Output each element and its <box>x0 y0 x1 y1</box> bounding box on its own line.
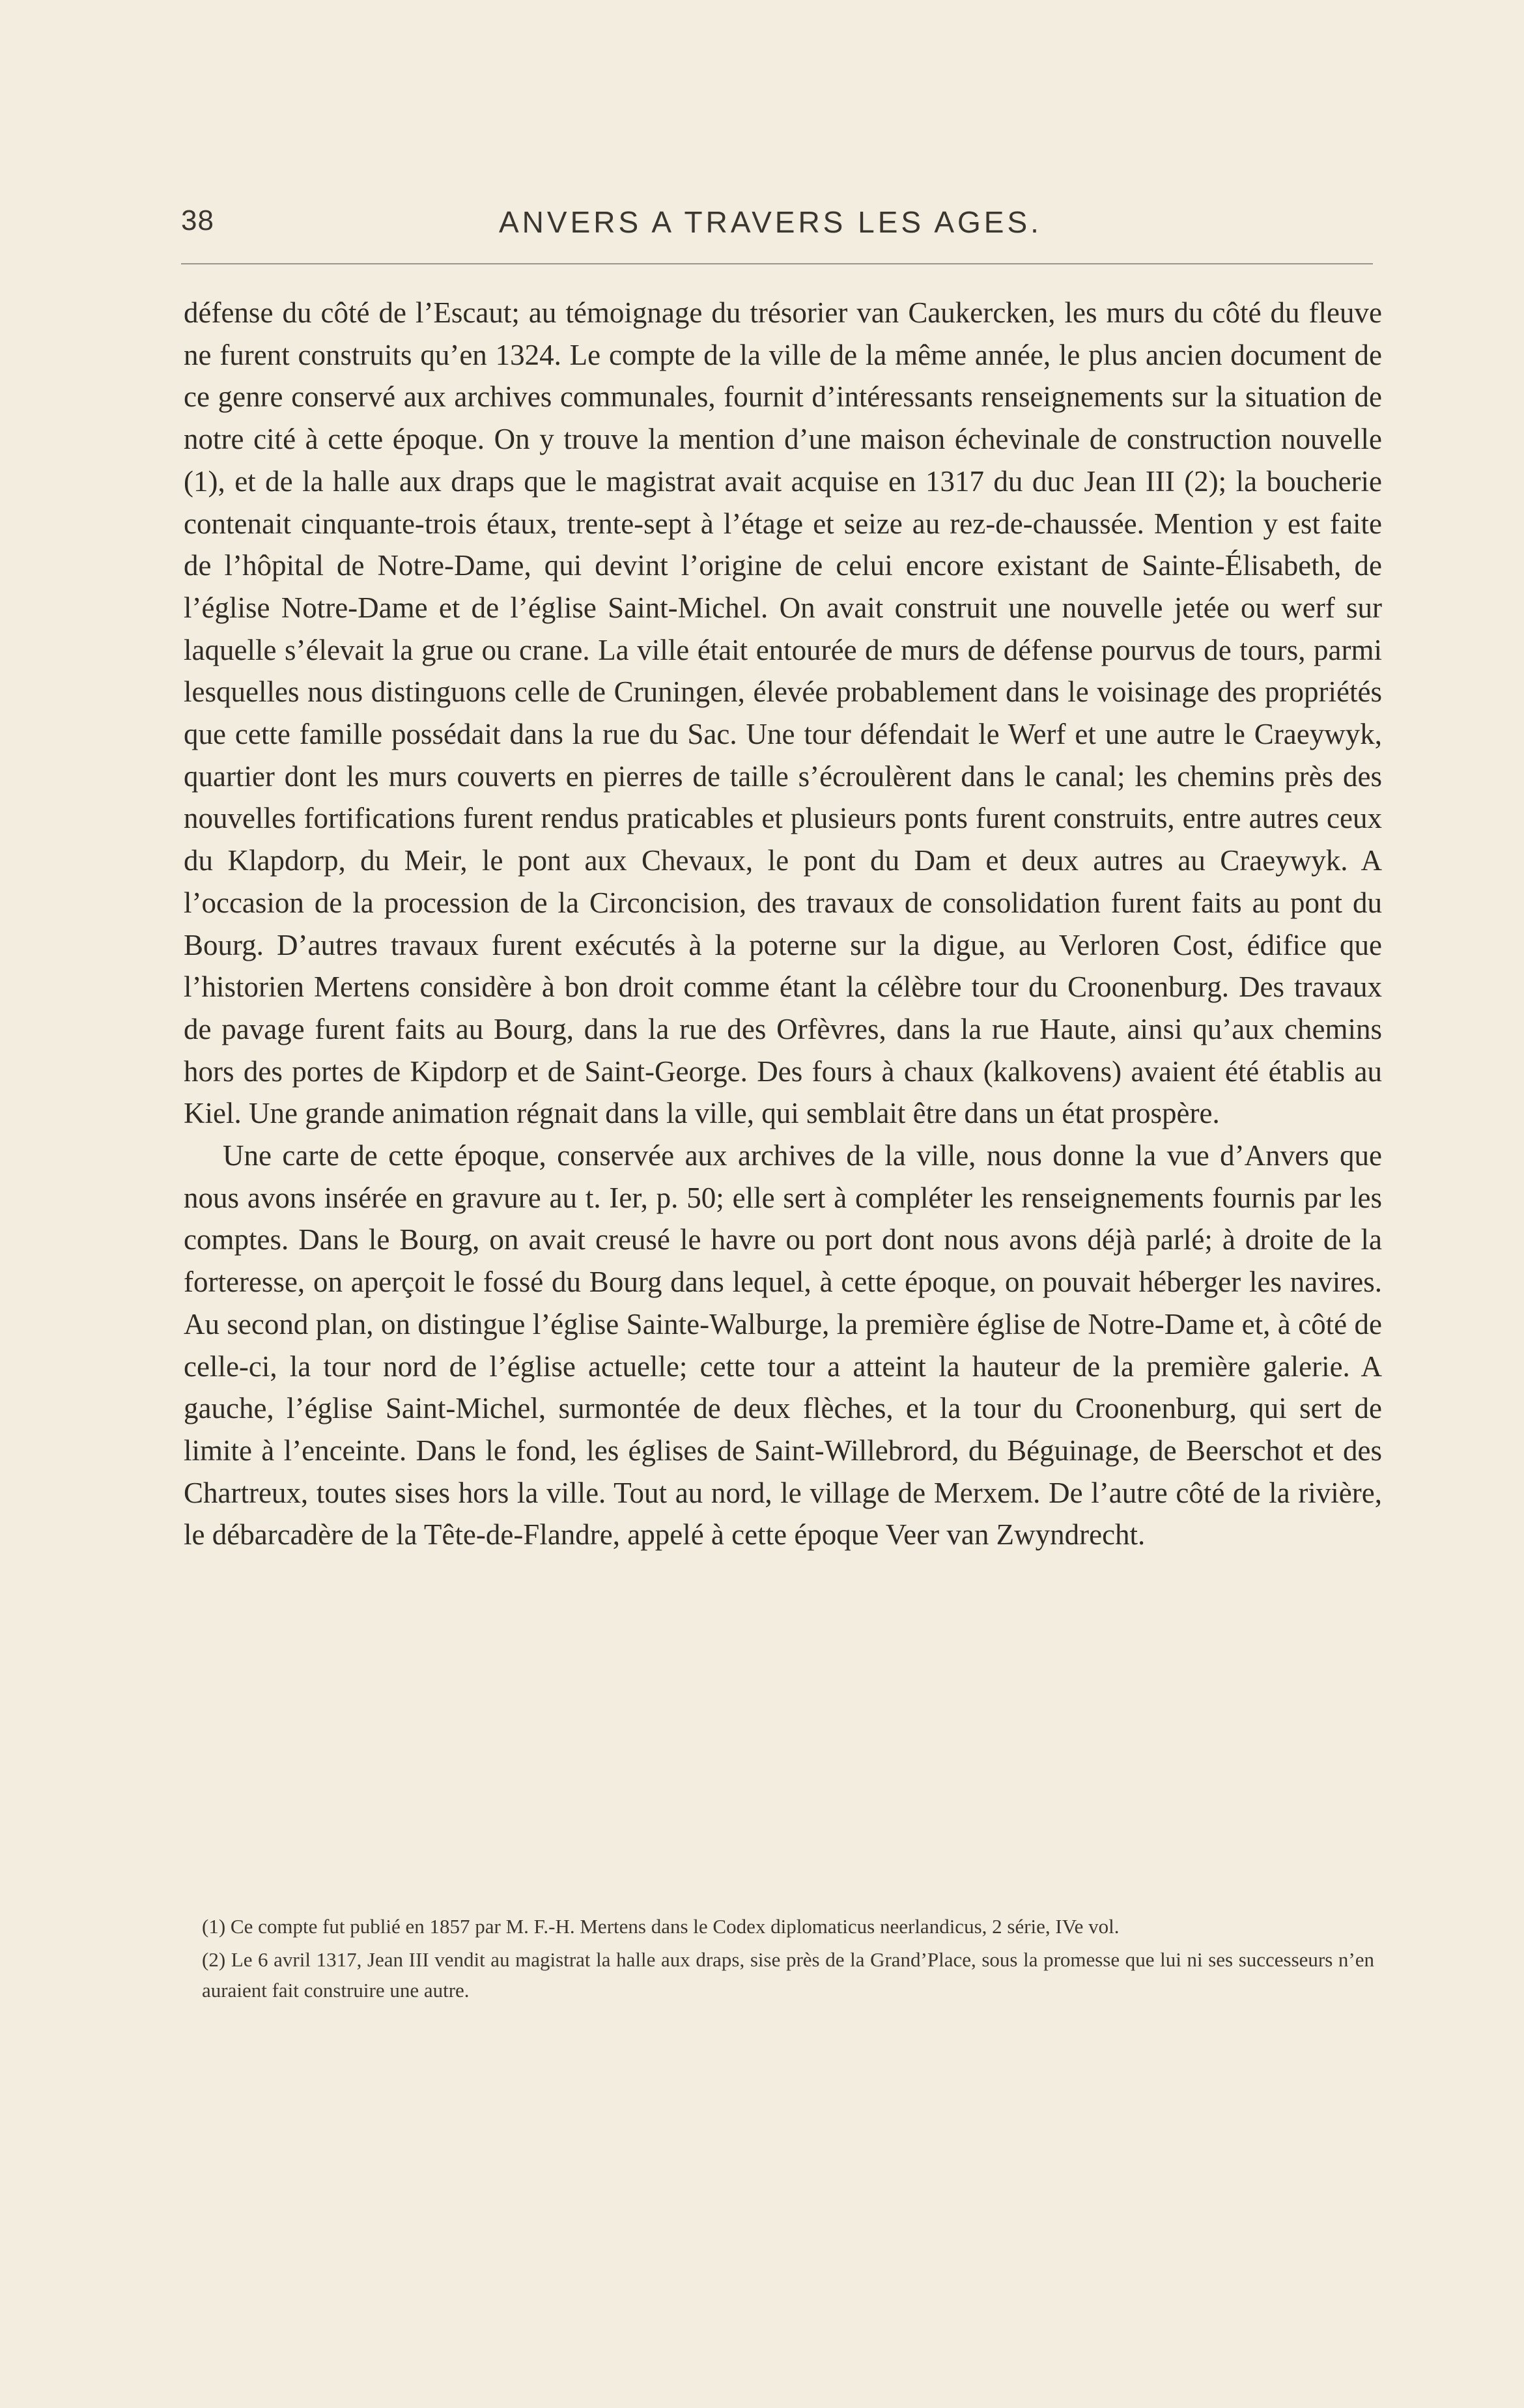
main-text <box>184 292 1382 1556</box>
page-number: 38 <box>181 205 214 236</box>
footnote-1: (1) Ce compte fut publié en 1857 par M. F.-H. Mertens dans le Codex diplomaticus neerlandicus, 2 série, IVe vol. <box>202 1915 1120 1938</box>
paragraph-1: défense du côté de l’Escaut; au témoignage du trésorier van Caukercken, les murs du côté du fleuve ne furent construits qu’en 1324. Le compte de la ville de la même année, le plus ancien document de ce genre conservé aux archives communales, fournit d’intéressants renseignements sur la situation de notre cité à cette époque. On y trouve la mention d’une maison échevinale de construction nouvelle (1), et de la halle aux draps que le magistrat avait acquise en 1317 du duc Jean III (2); la boucherie contenait cinquante-trois étaux, trente-sept à l’étage et seize au rez-de-chaussée. Mention y est faite de l’hôpital de Notre-Dame, qui devint l’origine de celui encore existant de Sainte-Élisabeth, de l’église Notre-Dame et de l’église Saint-Michel. On avait construit une nouvelle jetée ou werf sur laquelle s’élevait la grue ou crane. La ville était entourée de murs de défense pourvus de tours, parmi lesquelles nous distinguons celle de Cruningen, élevée probablement dans le voisinage des propriétés que cette famille possédait dans la rue du Sac. Une tour défendait le Werf et une autre le Craeywyk, quartier dont les murs couverts en pierres de taille s’écroulèrent dans le canal; les chemins près des nouvelles fortifications furent rendus praticables et plusieurs ponts furent construits, entre autres ceux du Klapdorp, du Meir, le pont aux Chevaux, le pont du Dam et deux autres au Craeywyk. A l’occasion de la procession de la Circoncision, des travaux de consolidation furent faits au pont du Bourg. D’autres travaux furent exécutés à la poterne sur la digue, au Verloren Cost, édifice que l’historien Mertens considère à bon droit comme étant la célèbre tour du Croonenburg. Des travaux de pavage furent faits au Bourg, dans la rue des Orfèvres, dans la rue Haute, ainsi qu’aux chemins hors des portes de Kipdorp et de Saint-George. Des fours à chaux (kalkovens) avaient été établis au Kiel. Une grande animation régnait dans la ville, qui semblait être dans un état prospère. <box>184 296 1382 1130</box>
running-title: ANVERS A TRAVERS LES AGES. <box>499 205 1042 239</box>
footnote-2: (2) Le 6 avril 1317, Jean III vendit au magistrat la halle aux draps, sise près de la Grand’Place, sous la promesse que lui ni ses successeurs n’en auraient fait construire une autre. <box>202 1948 1374 2002</box>
footnotes <box>202 1911 1374 2005</box>
paragraph-2: Une carte de cette époque, conservée aux archives de la ville, nous donne la vue d’Anvers que nous avons insérée en gravure au t. Ier, p. 50; elle sert à compléter les renseignements fournis par les comptes. Dans le Bourg, on avait creusé le havre ou port dont nous avons déjà parlé; à droite de la forteresse, on aperçoit le fossé du Bourg dans lequel, à cette époque, on pouvait héberger les navires. Au second plan, on distingue l’église Sainte-Walburge, la première église de Notre-Dame et, à côté de celle-ci, la tour nord de l’église actuelle; cette tour a atteint la hauteur de la première galerie. A gauche, l’église Saint-Michel, surmontée de deux flèches, et la tour du Croonenburg, qui sert de limite à l’enceinte. Dans le fond, les églises de Saint-Willebrord, du Béguinage, de Beerschot et des Chartreux, toutes sises hors la ville. Tout au nord, le village de Merxem. De l’autre côté de la rivière, le débarcadère de la Tête-de-Flandre, appelé à cette époque Veer van Zwyndrecht. <box>184 1139 1382 1551</box>
page-header <box>181 195 1373 254</box>
header-rule <box>181 263 1373 264</box>
